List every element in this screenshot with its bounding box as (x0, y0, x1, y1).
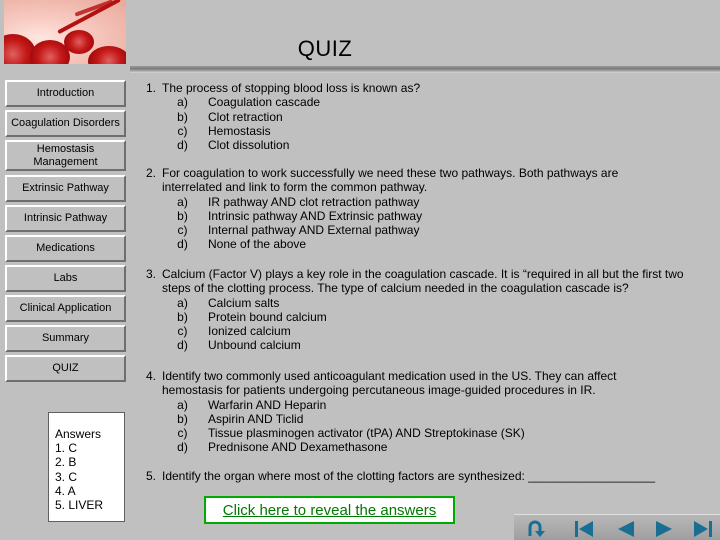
question-number: 2. (146, 166, 157, 180)
answer-line: 4. A (55, 483, 76, 498)
title-divider (130, 66, 720, 73)
question-4 (146, 369, 676, 455)
question-number: 4. (146, 369, 157, 383)
question-2 (146, 166, 668, 252)
answer-line: 5. LIVER (55, 498, 104, 513)
question-3 (146, 267, 714, 353)
sidebar-item-coagulation-disorders[interactable]: Coagulation Disorders (5, 110, 126, 137)
answer-option: c) Tissue plasminogen activator (tPA) AND Streptokinase (SK) (177, 426, 525, 441)
fibrin-strand (57, 0, 121, 34)
answer-option: d) Clot dissolution (177, 138, 290, 153)
question-text: The process of stopping blood loss is known as? (162, 81, 421, 95)
red-blood-cell (64, 30, 94, 54)
answer-option: d) Prednisone AND Dexamethasone (177, 440, 388, 455)
previous-slide-icon[interactable] (610, 519, 640, 539)
answer-line: 2. B (55, 455, 77, 470)
answer-line: 1. C (55, 441, 78, 456)
return-icon[interactable] (520, 519, 550, 539)
sidebar-item-medications[interactable]: Medications (5, 235, 126, 262)
answer-option: c) Internal pathway AND External pathway (177, 223, 420, 238)
answer-option: c) Hemostasis (177, 123, 271, 138)
question-number: 3. (146, 267, 157, 281)
question-text: Identify two commonly used anticoagulant medication used in the US. They can affect hemostasis for patients undergoing percutaneous image-guided procedures in IR. (162, 369, 617, 398)
answer-option: a) Warfarin AND Heparin (177, 397, 327, 412)
question-text: Calcium (Factor V) plays a key role in the coagulation cascade. It is “required in all but the first two steps of the clotting process. The type of calcium needed in the coagulation cascade is? (162, 267, 684, 296)
sidebar-item-clinical-application[interactable]: Clinical Application (5, 295, 126, 322)
blood-cells-image (4, 0, 126, 64)
answer-option: b) Protein bound calcium (177, 309, 327, 324)
slide-navigation-bar (514, 514, 720, 540)
first-slide-icon[interactable] (569, 519, 599, 539)
sidebar-item-summary[interactable]: Summary (5, 325, 126, 352)
question-text: For coagulation to work successfully we need these two pathways. Both pathways are interrelated and link to form the common pathway. (162, 166, 619, 195)
next-slide-icon[interactable] (650, 519, 680, 539)
answers-title: Answers (55, 427, 102, 441)
answer-option: a) IR pathway AND clot retraction pathway (177, 194, 420, 209)
answer-option: d) None of the above (177, 237, 307, 252)
answer-option: b) Aspirin AND Ticlid (177, 411, 304, 426)
question-number: 5. (146, 469, 157, 483)
sidebar-item-intrinsic-pathway[interactable]: Intrinsic Pathway (5, 205, 126, 232)
answer-option: c) Ionized calcium (177, 324, 291, 339)
red-blood-cell (88, 46, 126, 64)
sidebar-item-introduction[interactable]: Introduction (5, 80, 126, 107)
answer-option: d) Unbound calcium (177, 338, 301, 353)
question-text: Identify the organ where most of the clotting factors are synthesized: ___________________ (162, 469, 655, 483)
sidebar-item-extrinsic-pathway[interactable]: Extrinsic Pathway (5, 175, 126, 202)
answers-box (48, 412, 125, 522)
answer-option: b) Clot retraction (177, 109, 283, 124)
page-title: QUIZ (297, 36, 353, 61)
answer-line: 3. C (55, 469, 78, 484)
sidebar-item-hemostasis-management[interactable]: Hemostasis Management (5, 140, 126, 171)
reveal-answers-link[interactable]: Click here to reveal the answers (204, 496, 455, 524)
answer-option: b) Intrinsic pathway AND Extrinsic pathway (177, 208, 423, 223)
question-number: 1. (146, 81, 157, 95)
answer-option: a) Calcium salts (177, 295, 280, 310)
sidebar-item-quiz[interactable]: QUIZ (5, 355, 126, 382)
question-1 (146, 81, 706, 152)
last-slide-icon[interactable] (688, 519, 718, 539)
answer-option: a) Coagulation cascade (177, 95, 321, 110)
question-5 (146, 469, 716, 483)
sidebar-item-labs[interactable]: Labs (5, 265, 126, 292)
